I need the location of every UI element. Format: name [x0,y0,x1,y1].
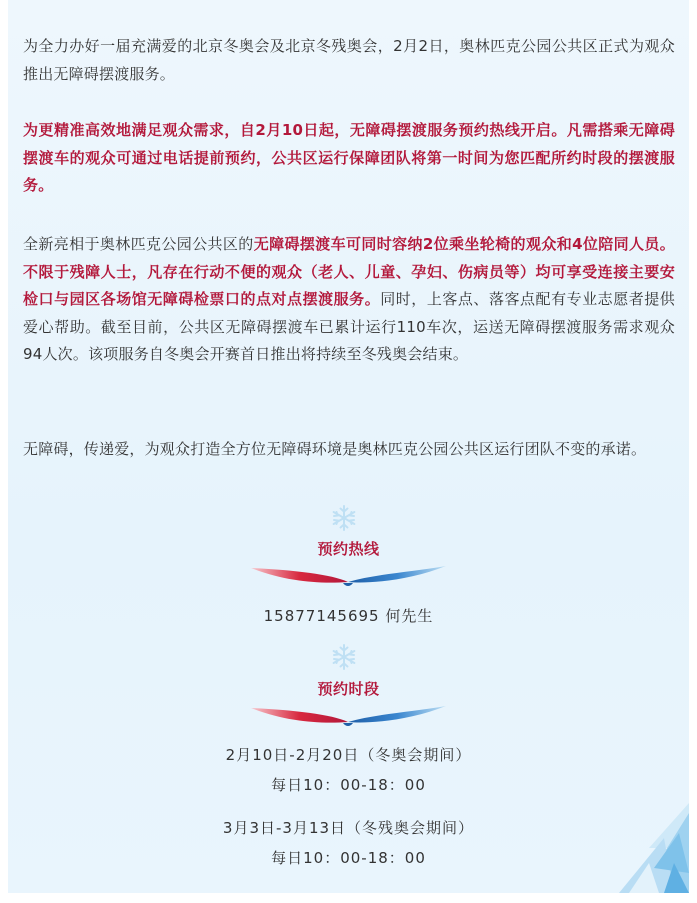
shuttle-details-stats: 同时，上客点、落客点配有专业志愿者提供爱心帮助。截至目前，公共区无障碍摆渡车已累计运行110车次，运送无障碍摆渡服务需求观众94人次。该项服务自冬奥会开赛首日推出将持续至冬残奥会结束。 [23,290,675,363]
ice-crystal-decoration [579,793,689,893]
olympics-period-dates: 2月10日-2月20日（冬奥会期间） [225,746,472,764]
shuttle-details-lead: 全新亮相于奥林匹克公园公共区的 [23,235,254,253]
ribbon-divider [251,560,446,590]
paralympics-period-dates: 3月3日-3月13日（冬残奥会期间） [222,819,475,837]
shuttle-details-highlight: 无障碍摆渡车可同时容纳2位乘坐轮椅的观众和4位陪同人员。不限于残障人士，凡存在行动不便的观众（老人、儿童、孕妇、伤病员等）均可享受连接主要安检口与园区各场馆无障碍检票口的点对点摆渡服务。 [23,235,675,308]
olympics-period-hours: 每日10：00-18：00 [271,776,426,794]
paralympics-period-hours: 每日10：00-18：00 [271,849,426,867]
hotline-contact: 15877145695 何先生 [263,607,434,625]
paragraph-commitment: 无障碍，传递爱，为观众打造全方位无障碍环境是奥林匹克公园公共区运行团队不变的承诺。 [23,440,647,458]
hotline-title: 预约热线 [317,540,380,558]
snowflake-icon [329,503,359,533]
paragraph-intro: 为全力办好一届充满爱的北京冬奥会及北京冬残奥会，2月2日，奥林匹克公园公共区正式为观众推出无障碍摆渡服务。 [23,37,675,83]
snowflake-icon [329,642,359,672]
article-card [8,0,689,893]
paragraph-hotline-announcement: 为更精准高效地满足观众需求，自2月10日起，无障碍摆渡服务预约热线开启。凡需搭乘无障碍摆渡车的观众可通过电话提前预约，公共区运行保障团队将第一时间为您匹配所约时段的摆渡服务。 [23,121,675,194]
schedule-title: 预约时段 [317,680,380,698]
ribbon-divider [251,700,446,730]
paragraph-shuttle-details [23,231,675,369]
